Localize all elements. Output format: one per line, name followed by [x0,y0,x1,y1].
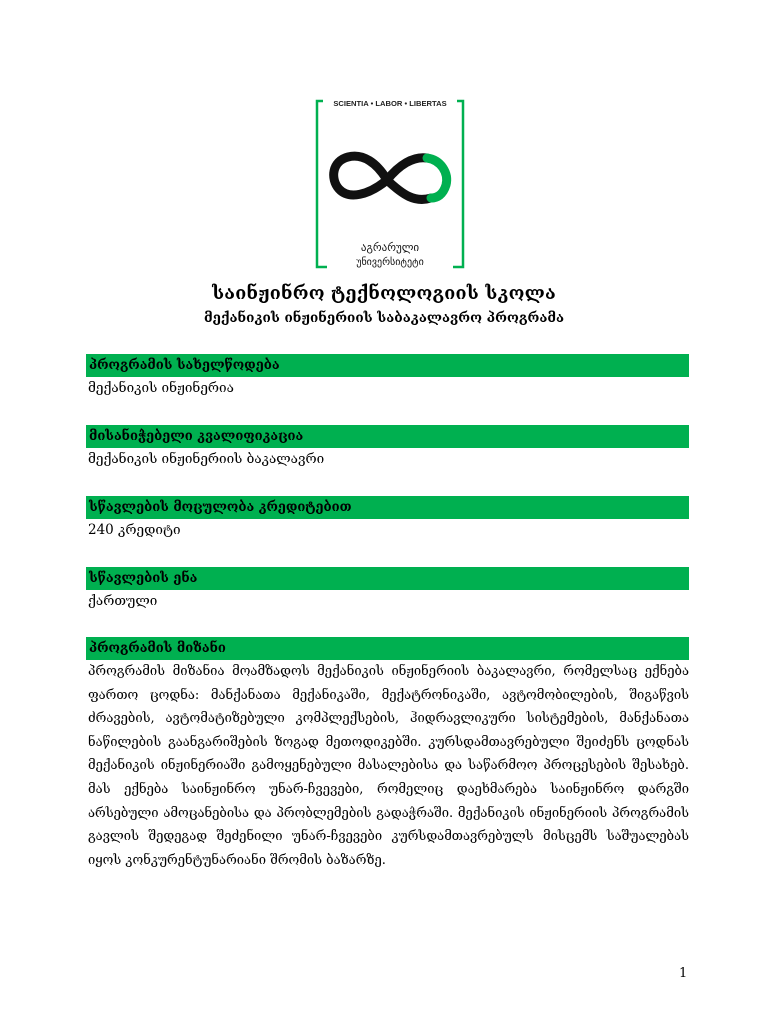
university-logo-graphic [315,99,465,269]
section-qualification [86,425,689,471]
section-paragraph: პროგრამის მიზანია მოამზადოს მექანიკის ინჟინერიის ბაკალავრი, რომელსაც ექნება ფართო ცოდნა: მანქანათა მექანიკაში, მექატრონიკაში, ავტომობილების, შიგაწვის ძრავების, ავტომატიზებული კომპლექსების, ჰიდრავლიკური სისტემების, მანქანათა ნაწილების გაანგარიშების ზოგად მეთოდიკებში. კურსდამთავრებული შეიძენს ცოდნას მექანიკის ინჟინერიაში გამოყენებული მასალებისა და საწარმოო პროცესების შესახებ. მას ექნება საინჟინრო უნარ-ჩვევები, რომელიც დაეხმარება საინჟინრო დარგში არსებული ამოცანებისა და პრობლემების გადაჭრაში. მექანიკის ინჟინერიის პროგრამის გავლის შედეგად შეძენილი უნარ-ჩვევები კურსდამთავრებულს მისცემს საშუალებას იყოს კონკურენტუნარიანი შრომის ბაზარზე. [88,664,689,868]
section-header: მისანიჭებელი კვალიფიკაცია [86,425,689,448]
section-value: 240 კრედიტი [88,522,181,538]
logo-motto: SCIENTIA • LABOR • LIBERTAS [333,99,447,108]
university-logo [315,99,465,269]
section-value: ქართული [88,593,158,609]
section-header: სწავლების მოცულობა კრედიტებით [86,496,689,519]
section-header: პროგრამის სახელწოდება [86,354,689,377]
section-language [86,567,689,613]
section-value: მექანიკის ინჟინერია [88,380,234,396]
infinity-dark-stroke [387,180,431,199]
section-header: სწავლების ენა [86,567,689,590]
section-credits [86,496,689,542]
section-header: პროგრამის მიზანი [86,637,689,660]
section-program-goal [86,637,689,872]
section-value: მექანიკის ინჟინერიის ბაკალავრი [88,451,325,467]
infinity-green-loop [427,158,447,198]
page-number: 1 [679,966,688,981]
logo-name-line1: აგრარული [360,241,420,254]
program-title: მექანიკის ინჟინერიის საბაკალავრო პროგრამა [203,310,565,326]
section-program-name [86,354,689,400]
school-title: საინჟინრო ტექნოლოგიის სკოლა [212,283,556,304]
infinity-dark-loop [334,156,387,195]
logo-name-line2: უნივერსიტეტი [356,257,424,268]
